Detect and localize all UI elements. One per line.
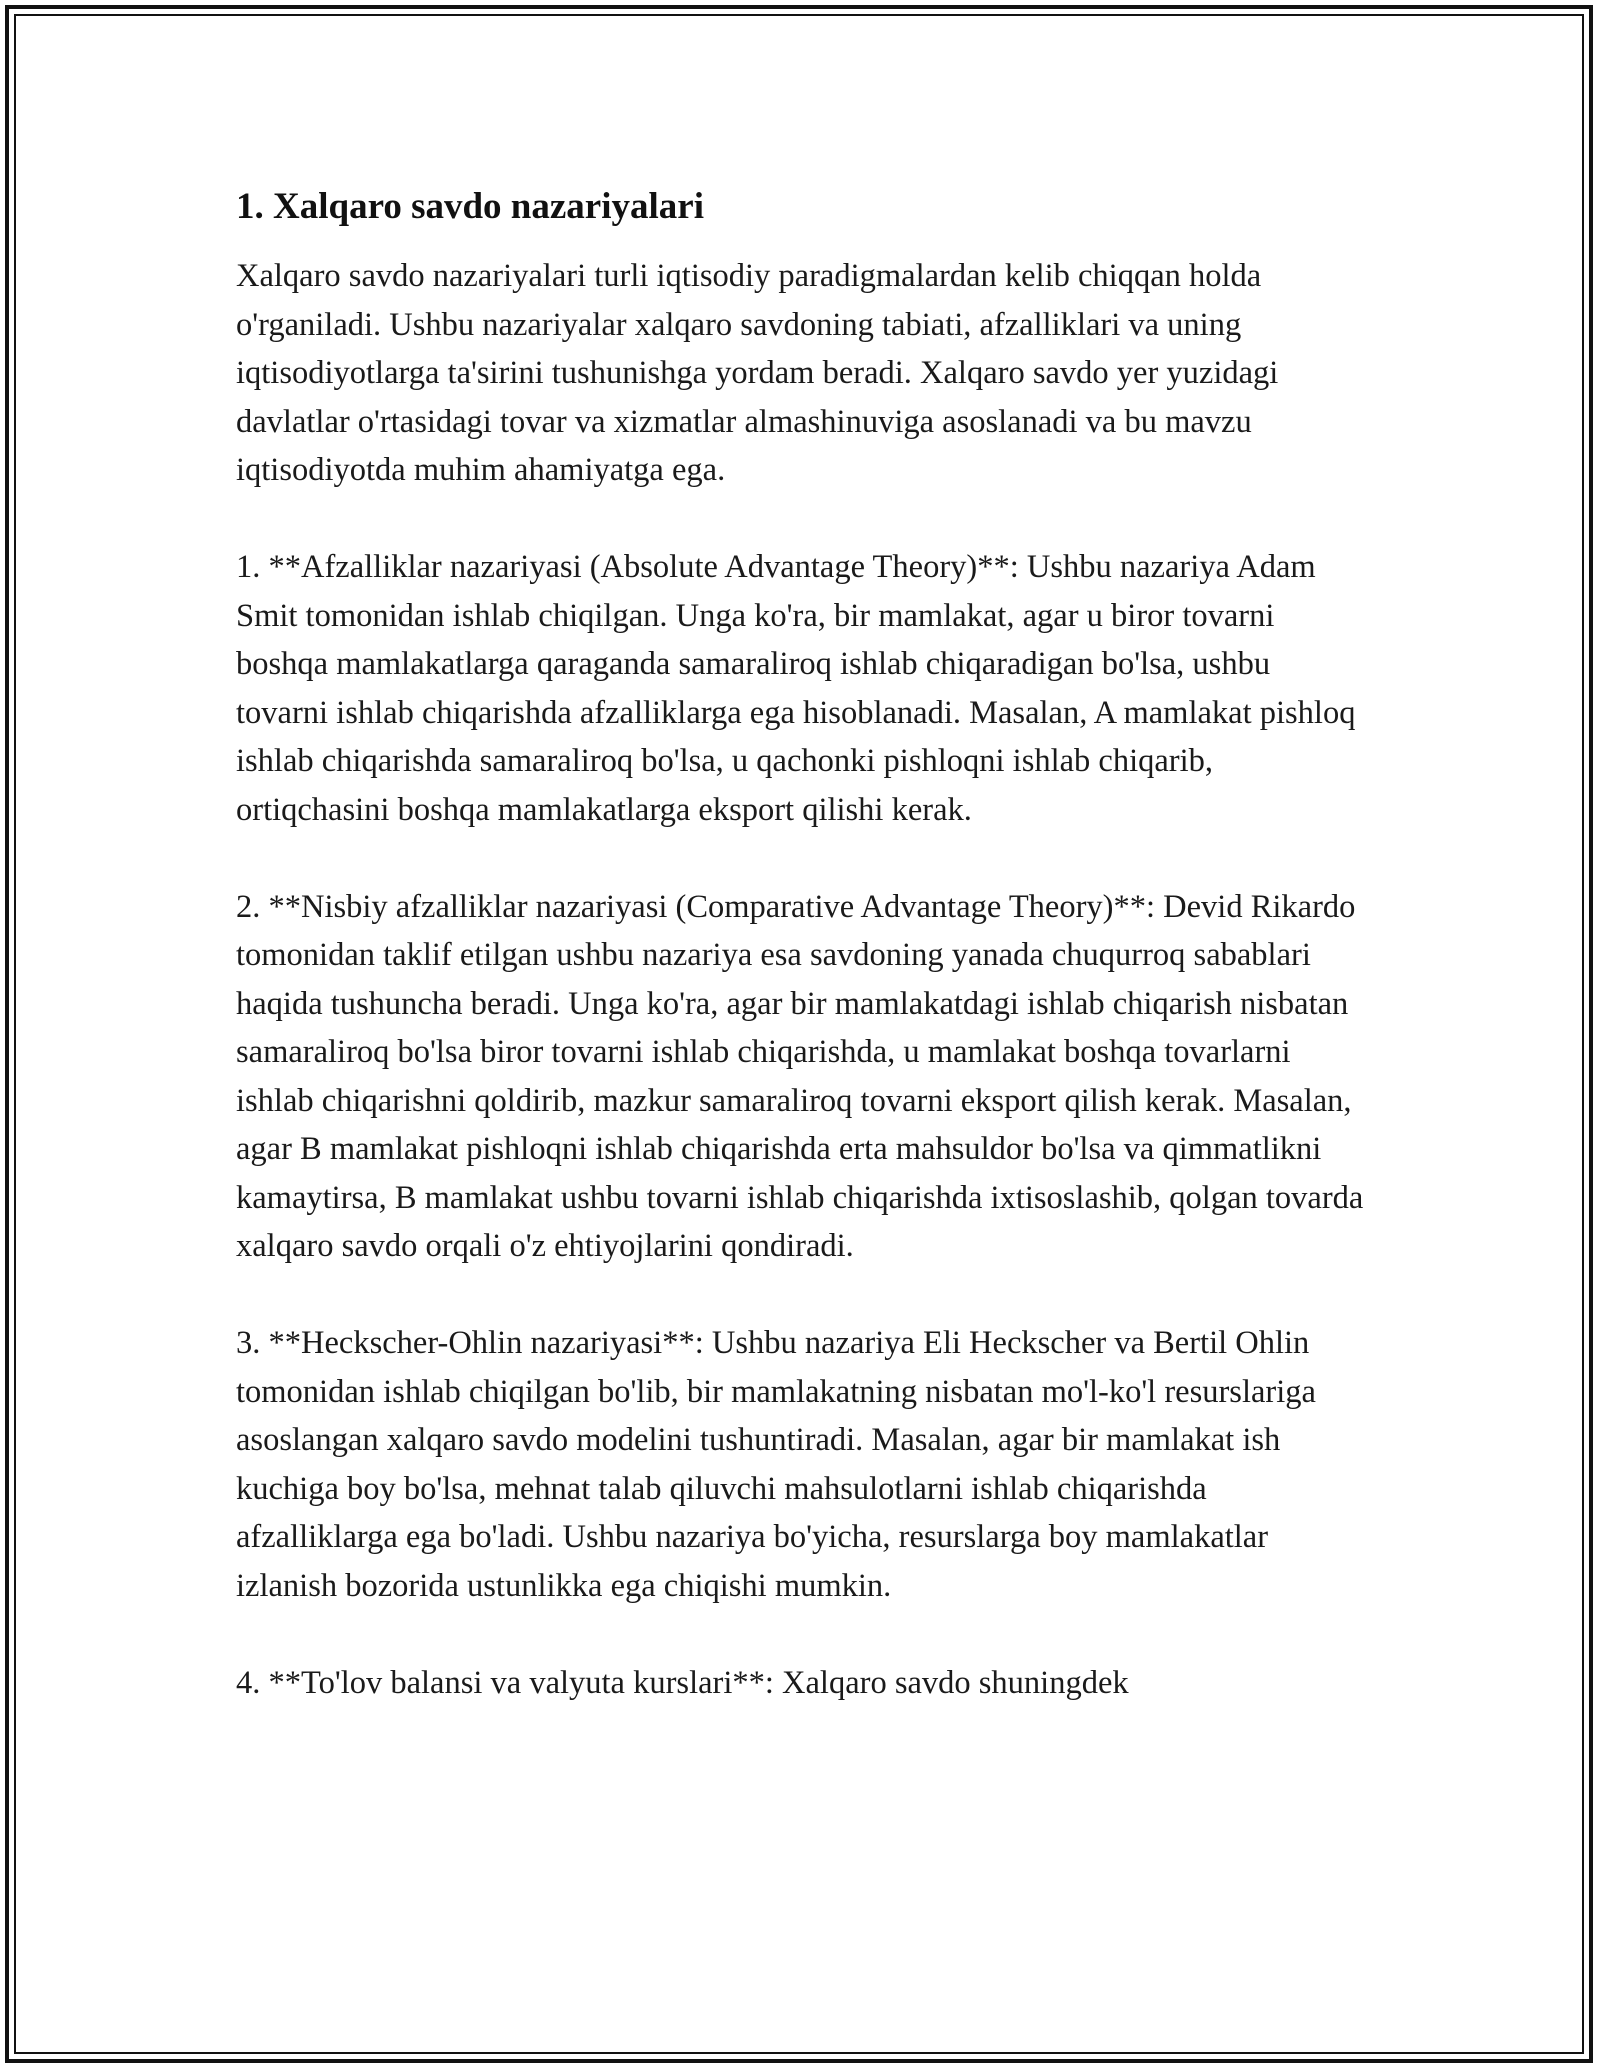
section-title: 1. Xalqaro savdo nazariyalari	[236, 186, 704, 227]
paragraph-absolute-advantage: 1. **Afzalliklar nazariyasi (Absolute Advantage Theory)**: Ushbu nazariya Adam Smit tomonidan ishlab chiqilgan. Unga ko'ra, bir mamlakat, agar u biror tovarni boshqa mamlakatlarga qaraganda samaraliroq ishlab chiqaradigan bo'lsa, ushbu tovarni ishlab chiqarishda afzalliklarga ega hisoblanadi. Masalan, A mamlakat pishloq ishlab chiqarishda samaraliroq bo'lsa, u qachonki pishloqni ishlab chiqarib, ortiqchasini boshqa mamlakatlarga eksport qilishi kerak.	[236, 549, 1356, 828]
paragraph-comparative-advantage: 2. **Nisbiy afzalliklar nazariyasi (Comparative Advantage Theory)**: Devid Rikardo tomonidan taklif etilgan ushbu nazariya esa savdoning yanada chuqurroq sabablari haqida tushuncha beradi. Unga ko'ra, agar bir mamlakatdagi ishlab chiqarish nisbatan samaraliroq bo'lsa biror tovarni ishlab chiqarishda, u mamlakat boshqa tovarlarni ishlab chiqarishni qoldirib, mazkur samaraliroq tovarni eksport qilish kerak. Masalan, agar B mamlakat pishloqni ishlab chiqarishda erta mahsuldor bo'lsa va qimmatlikni kamaytirsa, B mamlakat ushbu tovarni ishlab chiqarishda ixtisoslashib, qolgan tovarda xalqaro savdo orqali o'z ehtiyojlarini qondiradi.	[236, 888, 1364, 1264]
paragraph-balance-of-payments: 4. **To'lov balansi va valyuta kurslari**: Xalqaro savdo shuningdek	[236, 1664, 1129, 1701]
intro-paragraph: Xalqaro savdo nazariyalari turli iqtisodiy paradigmalardan kelib chiqqan holda o'rganiladi. Ushbu nazariyalar xalqaro savdoning tabiati, afzalliklari va uning iqtisodiyotlarga ta'sirini tushunishga yordam beradi. Xalqaro savdo yer yuzidagi davlatlar o'rtasidagi tovar va xizmatlar almashinuviga asoslanadi va bu mavzu iqtisodiyotda muhim ahamiyatga ega.	[236, 258, 1279, 488]
paragraph-heckscher-ohlin: 3. **Heckscher-Ohlin nazariyasi**: Ushbu nazariya Eli Heckscher va Bertil Ohlin tomonidan ishlab chiqilgan bo'lib, bir mamlakatning nisbatan mo'l-ko'l resurslariga asoslangan xalqaro savdo modelini tushuntiradi. Masalan, agar bir mamlakat ish kuchiga boy bo'lsa, mehnat talab qiluvchi mahsulotlarni ishlab chiqarishda afzalliklarga ega bo'ladi. Ushbu nazariya bo'yicha, resurslarga boy mamlakatlar izlanish bozorida ustunlikka ega chiqishi mumkin.	[236, 1325, 1316, 1604]
document-body	[236, 184, 1366, 1707]
